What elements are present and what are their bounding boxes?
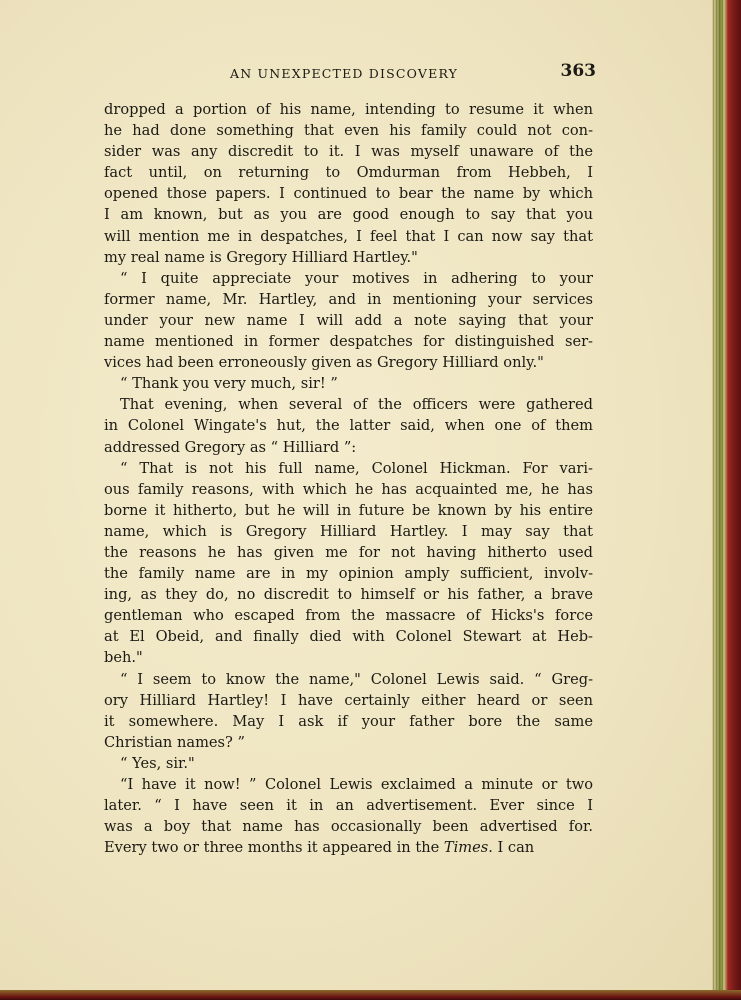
text-line: sider was any discredit to it. I was myself unaware of the xyxy=(104,143,593,161)
text-line: dropped a portion of his name, intending to resume it when xyxy=(104,101,593,118)
text-line: he had done something that even his family could not con- xyxy=(104,122,593,140)
book-bottom-edge xyxy=(0,990,741,1000)
text-line: ing, as they do, no discredit to himself or his father, a brave xyxy=(104,586,593,604)
text-line: name, which is Gregory Hilliard Hartley. I may say that xyxy=(104,522,593,540)
text-line: was a boy that name has occasionally been advertised for. xyxy=(104,818,593,836)
running-title: AN UNEXPECTED DISCOVERY xyxy=(230,66,459,81)
text-line: will mention me in despatches, I feel that I can now say that xyxy=(104,227,593,245)
text-line: “ I seem to know the name," Colonel Lewis said. “ Greg- xyxy=(120,670,593,688)
text-line: addressed Gregory as “ Hilliard ”: xyxy=(104,438,357,456)
text-line: Every two or three months it appeared in the Times. I can xyxy=(104,839,535,857)
text-line: opened those papers. I continued to bear the name by which xyxy=(104,185,593,203)
text-line: it somewhere. May I ask if your father bore the same xyxy=(104,712,593,730)
text-line: “I have it now! ” Colonel Lewis exclaimed a minute or two xyxy=(120,776,593,793)
text-line: fact until, on returning to Omdurman from Hebbeh, I xyxy=(104,164,593,182)
text-line: ory Hilliard Hartley! I have certainly either heard or seen xyxy=(104,691,593,709)
text-line: gentleman who escaped from the massacre of Hicks's force xyxy=(104,607,593,625)
text-line: the reasons he has given me for not having hitherto used xyxy=(104,543,593,561)
text-line: the family name are in my opinion amply sufficient, involv- xyxy=(104,565,593,583)
text-line: my real name is Gregory Hilliard Hartley." xyxy=(104,248,418,266)
page-number: 363 xyxy=(560,61,596,81)
text-line: former name, Mr. Hartley, and in mentioning your services xyxy=(104,290,593,308)
body-text xyxy=(104,99,593,858)
text-line: Christian names? ” xyxy=(104,733,245,751)
italic-title: Times xyxy=(443,839,489,857)
text-line: “ Thank you very much, sir! ” xyxy=(120,375,338,393)
text-line: later. “ I have seen it in an advertisement. Ever since I xyxy=(104,797,593,815)
text-line: I am known, but as you are good enough to say that you xyxy=(104,206,593,224)
text-line: in Colonel Wingate's hut, the latter said, when one of them xyxy=(104,417,593,435)
running-header xyxy=(104,62,596,86)
text-line: borne it hitherto, but he will in future be known by his entire xyxy=(104,501,593,519)
text-line: name mentioned in former despatches for distinguished ser- xyxy=(104,333,593,351)
text-line: vices had been erroneously given as Gregory Hilliard only." xyxy=(104,354,544,372)
text-line: That evening, when several of the officers were gathered xyxy=(120,396,593,414)
text-line: “ Yes, sir." xyxy=(120,754,195,772)
text-line: ous family reasons, with which he has acquainted me, he has xyxy=(104,480,593,498)
text-line: at El Obeid, and finally died with Colonel Stewart at Heb- xyxy=(104,628,593,646)
text-line: “ I quite appreciate your motives in adhering to your xyxy=(120,269,593,287)
text-line: “ That is not his full name, Colonel Hickman. For vari- xyxy=(120,459,593,477)
text-line: under your new name I will add a note saying that your xyxy=(104,311,593,329)
text-line: beh." xyxy=(104,649,143,667)
page-edges xyxy=(713,0,725,1000)
